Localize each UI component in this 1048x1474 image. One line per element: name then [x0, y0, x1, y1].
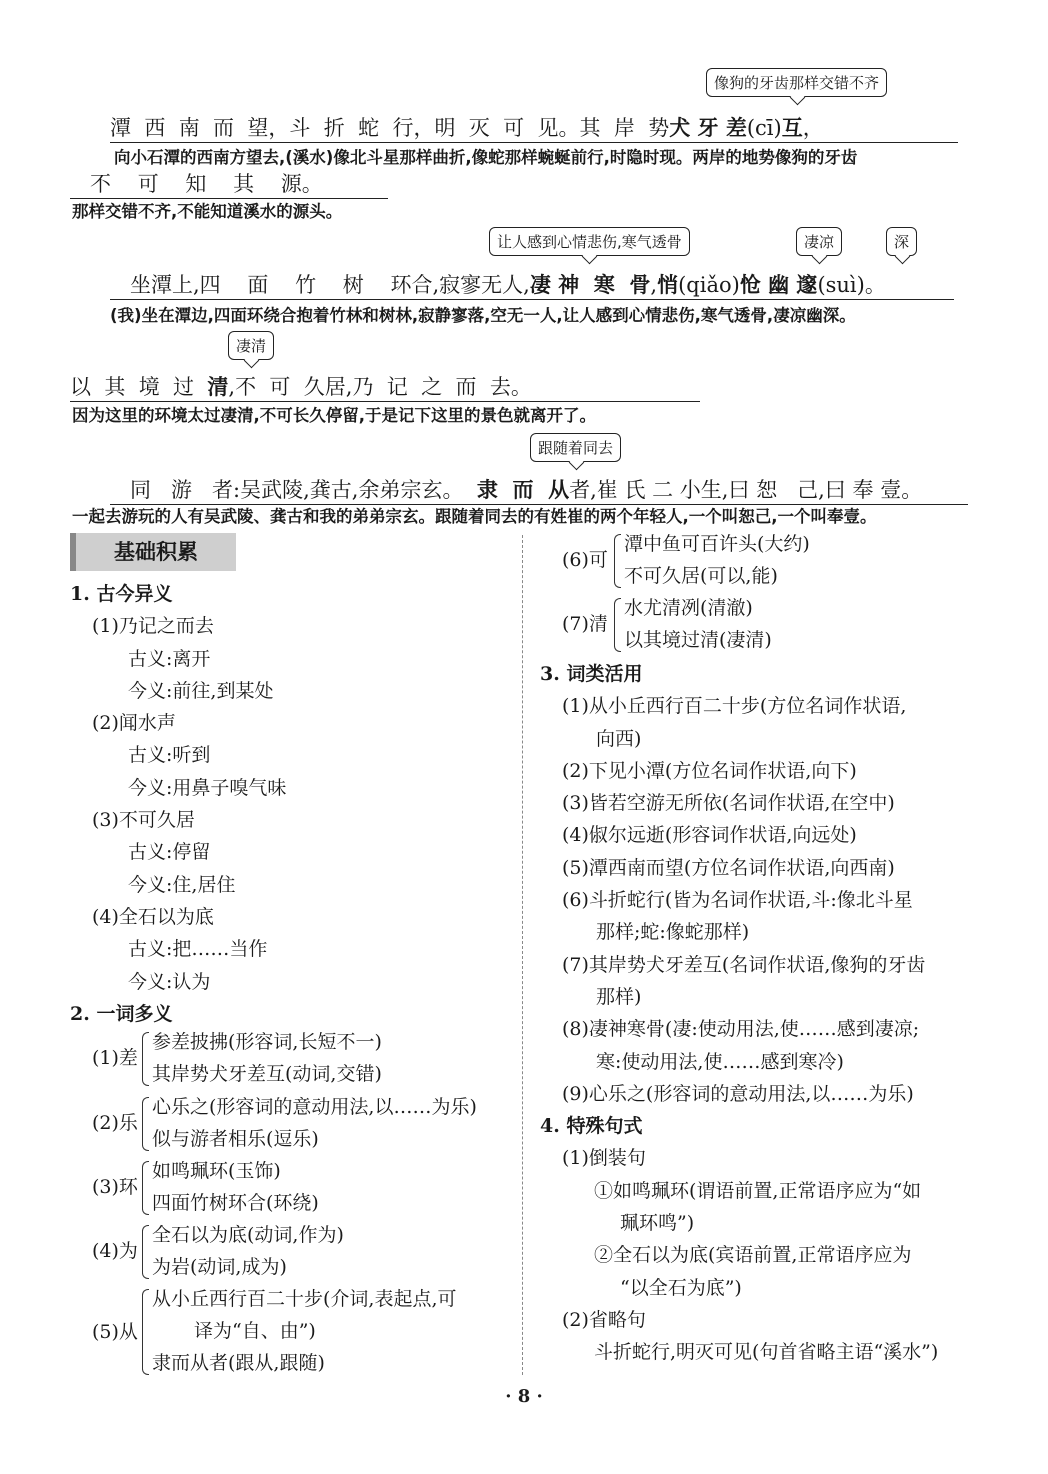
polysemy-group-6 [562, 528, 1002, 594]
column-divider [522, 535, 523, 1375]
polysemy-group-2 [92, 1091, 512, 1157]
item-4-modern: 今义:认为 [128, 970, 211, 993]
polysemy-entry: 全石以为底(动词,作为) [152, 1224, 344, 1246]
note-desolate: 凄凉 [796, 227, 842, 256]
polysemy-key: (6)可 [562, 549, 608, 571]
usage-1-cont: 向西) [596, 727, 642, 750]
polysemy-key: (4)为 [92, 1240, 138, 1262]
passage-line-3: 坐潭上,四 面 竹 树 环合,寂寥无人,凄 神 寒 骨,悄(qiǎo)怆 幽 邃(suì)。 [110, 271, 954, 300]
item-4-ancient: 古义:把……当作 [128, 938, 268, 961]
polysemy-entry: 以其境过清(凄清) [624, 629, 772, 651]
brace [142, 1032, 149, 1086]
polysemy-items [624, 528, 810, 592]
usage-1: (1)从小丘西行百二十步(方位名词作状语, [562, 695, 907, 718]
note-follow: 跟随着同去 [530, 433, 621, 462]
page-number: · 8 · [505, 1386, 543, 1407]
brace [142, 1225, 149, 1279]
polysemy-group-7 [562, 592, 1002, 658]
polysemy-items [152, 1155, 319, 1219]
note-dog-teeth: 像狗的牙齿那样交错不齐 [706, 68, 887, 97]
polysemy-entry-cont: 译为“自、由”) [194, 1320, 316, 1342]
usage-7: (7)其岸势犬牙差互(名词作状语,像狗的牙齿 [562, 953, 926, 976]
polysemy-items [152, 1091, 477, 1155]
brace [142, 1161, 149, 1215]
brace [614, 534, 621, 588]
polysemy-entry: 潭中鱼可百许头(大约) [624, 533, 810, 555]
left-column-top [70, 578, 286, 1030]
passage-line-2: 不 可 知 其 源。 [70, 170, 388, 199]
polysemy-entry: 参差披拂(形容词,长短不一) [152, 1031, 382, 1053]
translation-line-1: 向小石潭的西南方望去,(溪水)像北斗星那样曲折,像蛇那样蜿蜒前行,时隐时现。两岸的地势像狗的牙齿 [114, 148, 858, 167]
heading-ancient-modern: 1. 古今异义 [70, 583, 173, 605]
polysemy-entry: 似与游者相乐(逗乐) [152, 1128, 319, 1150]
polysemy-key: (5)从 [92, 1321, 138, 1343]
sentence-1a-cont: 珮环鸣”) [620, 1212, 695, 1235]
usage-2: (2)下见小潭(方位名词作状语,向下) [562, 759, 857, 782]
polysemy-entry: 四面竹树环合(环绕) [152, 1192, 319, 1214]
brace [142, 1097, 149, 1151]
note-cold-clear: 凄清 [228, 331, 274, 360]
polysemy-items [152, 1219, 344, 1283]
sentence-type-1: (1)倒装句 [562, 1147, 646, 1170]
item-2: (2)闻水声 [92, 712, 176, 735]
sentence-1a: ①如鸣珮环(谓语前置,正常语序应为“如 [594, 1179, 922, 1202]
polysemy-entry: 其岸势犬牙差互(动词,交错) [152, 1063, 382, 1085]
note-sad-cold: 让人感到心情悲伤,寒气透骨 [489, 227, 690, 256]
polysemy-key: (7)清 [562, 613, 608, 635]
sentence-1b: ②全石以为底(宾语前置,正常语序应为 [594, 1244, 912, 1267]
polysemy-items [624, 592, 772, 656]
item-2-modern: 今义:用鼻子嗅气味 [128, 776, 287, 799]
item-2-ancient: 古义:听到 [128, 744, 211, 767]
passage-line-1: 潭 西 南 而 望，斗 折 蛇 行，明 灭 可 见。其 岸 势犬 牙 差(cī)互， [110, 114, 958, 143]
item-1-ancient: 古义:离开 [128, 647, 211, 670]
item-3-modern: 今义:住,居住 [128, 873, 236, 896]
polysemy-group-3 [92, 1155, 512, 1221]
polysemy-entry: 为岩(动词,成为) [152, 1256, 287, 1278]
polysemy-entry: 心乐之(形容词的意动用法,以……为乐) [152, 1096, 477, 1118]
passage-line-4: 以 其 境 过 清,不 可 久居,乃 记 之 而 去。 [70, 373, 700, 402]
translation-line-4: 因为这里的环境太过凄清,不可长久停留,于是记下这里的景色就离开了。 [72, 406, 597, 425]
section-title: 基础积累 [70, 533, 236, 571]
note-deep: 深 [886, 227, 917, 256]
brace [142, 1289, 149, 1375]
sentence-type-2: (2)省略句 [562, 1308, 646, 1331]
item-1: (1)乃记之而去 [92, 615, 214, 638]
polysemy-entry: 从小丘西行百二十步(介词,表起点,可 [152, 1288, 457, 1310]
passage-line-5: 同 游 者:吴武陵,龚古,余弟宗玄。 隶 而 从者,崔 氏 二 小生,曰 恕 己,曰 奉 壹。 [110, 476, 968, 505]
usage-6: (6)斗折蛇行(皆为名词作状语,斗:像北斗星 [562, 889, 913, 912]
usage-3: (3)皆若空游无所依(名词作状语,在空中) [562, 792, 895, 815]
polysemy-key: (3)环 [92, 1176, 138, 1198]
right-column [540, 658, 938, 1369]
usage-8-cont: 寒:使动用法,使……感到寒冷) [596, 1050, 844, 1073]
polysemy-entry: 隶而从者(跟从,跟随) [152, 1352, 325, 1374]
usage-7-cont: 那样) [596, 985, 642, 1008]
usage-8: (8)凄神寒骨(凄:使动用法,使……感到凄凉; [562, 1018, 920, 1041]
usage-9: (9)心乐之(形容词的意动用法,以……为乐) [562, 1082, 914, 1105]
polysemy-entry: 如鸣珮环(玉饰) [152, 1160, 281, 1182]
usage-5: (5)潭西南而望(方位名词作状语,向西南) [562, 856, 895, 879]
polysemy-entry: 不可久居(可以,能) [624, 565, 778, 587]
item-4: (4)全石以为底 [92, 905, 214, 928]
heading-word-class: 3. 词类活用 [540, 663, 643, 685]
heading-special-sentences: 4. 特殊句式 [540, 1115, 643, 1138]
translation-line-2: 那样交错不齐,不能知道溪水的源头。 [72, 202, 343, 221]
item-3: (3)不可久居 [92, 809, 195, 832]
usage-4: (4)俶尔远逝(形容词作状语,向远处) [562, 824, 857, 847]
usage-6-cont: 那样;蛇:像蛇那样) [596, 921, 750, 944]
polysemy-entry: 水尤清冽(清澈) [624, 597, 753, 619]
heading-polysemy: 2. 一词多义 [70, 1002, 173, 1025]
translation-line-3: (我)坐在潭边,四面环绕合抱着竹林和树林,寂静寥落,空无一人,让人感到心情悲伤,寒气透骨,凄凉幽深。 [110, 306, 856, 325]
polysemy-key: (1)差 [92, 1047, 138, 1069]
sentence-1b-cont: “以全石为底”) [620, 1276, 742, 1299]
brace [614, 598, 621, 652]
polysemy-items [152, 1283, 457, 1379]
item-1-modern: 今义:前往,到某处 [128, 679, 274, 702]
item-3-ancient: 古义:停留 [128, 841, 211, 864]
translation-line-5: 一起去游玩的人有吴武陵、龚古和我的弟弟宗玄。跟随着同去的有姓崔的两个年轻人,一个叫恕己,一个叫奉壹。 [72, 507, 877, 526]
polysemy-items [152, 1026, 382, 1090]
polysemy-group-5 [92, 1283, 512, 1383]
polysemy-key: (2)乐 [92, 1112, 138, 1134]
sentence-2a: 斗折蛇行,明灭可见(句首省略主语“溪水”) [594, 1341, 939, 1364]
polysemy-group-4 [92, 1219, 512, 1285]
polysemy-group-1 [92, 1026, 512, 1092]
